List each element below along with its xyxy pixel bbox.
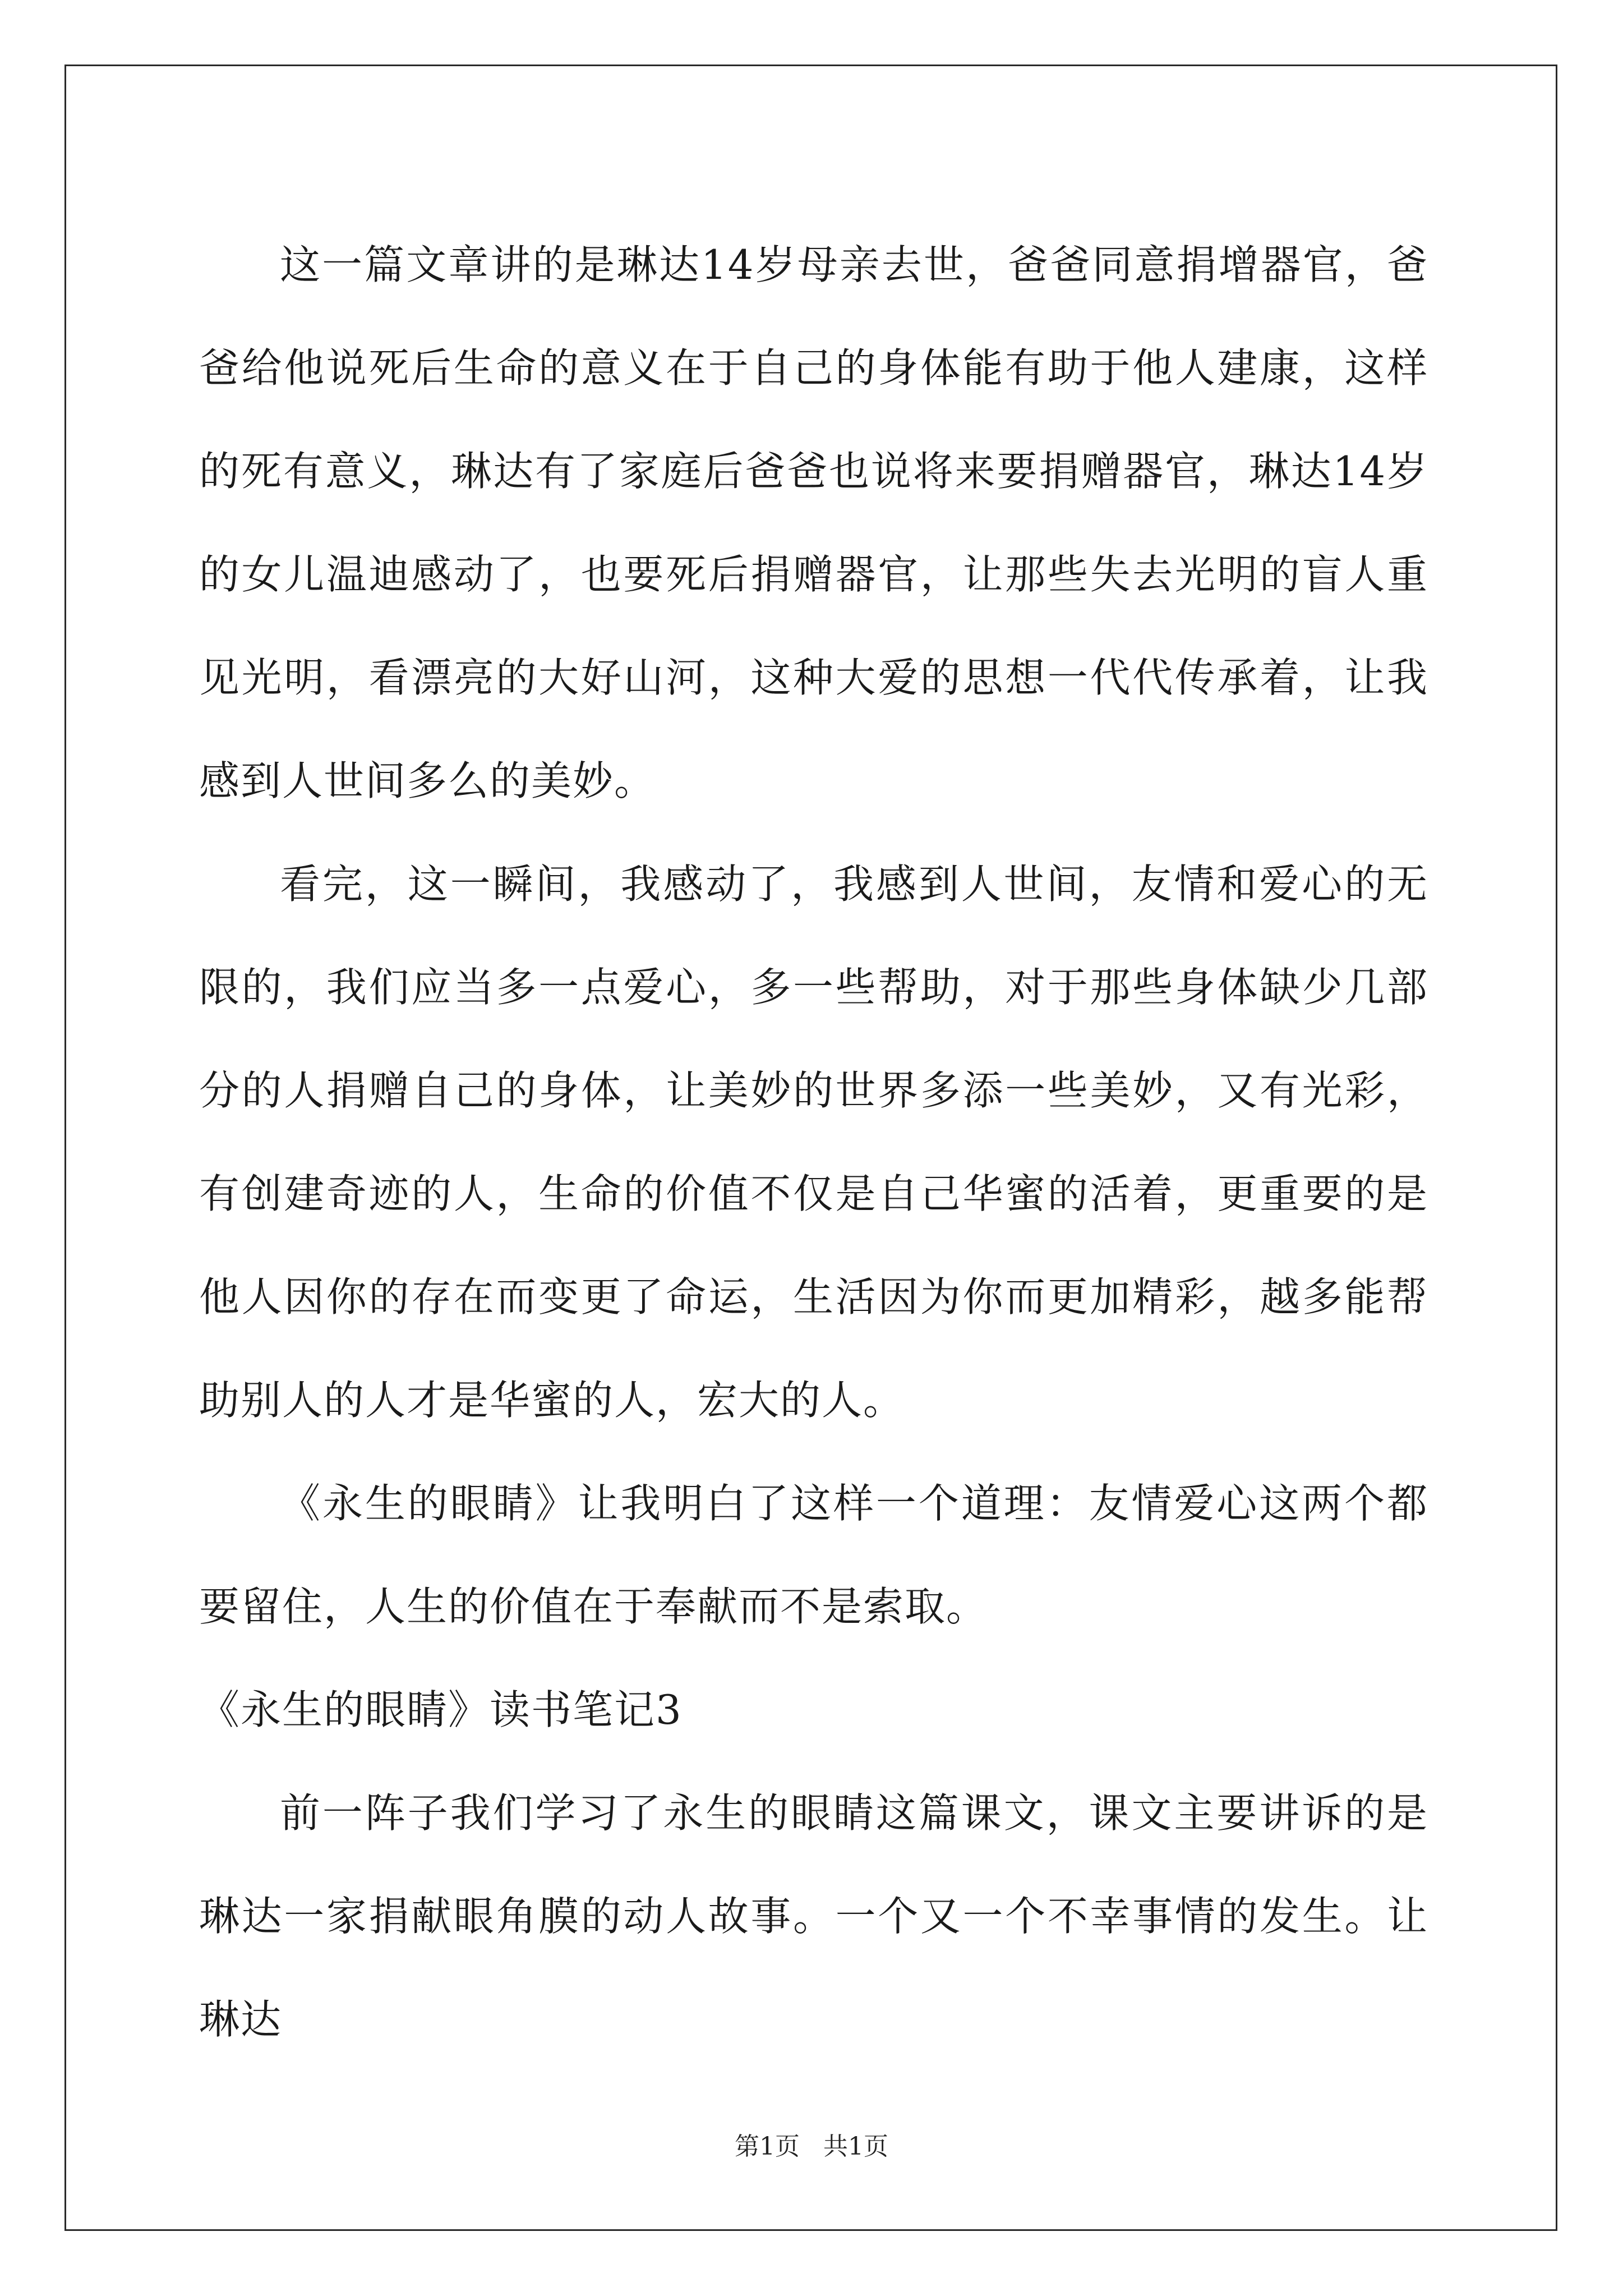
section-heading: 《永生的眼睛》读书笔记3 — [199, 1686, 683, 1733]
page-footer: 第1页 共1页 — [735, 2132, 888, 2161]
paragraph-3: 《永生的眼睛》让我明白了这样一个道理：友情爱心这两个都要留住，人生的价值在于奉献而不是索取。 — [199, 1480, 1428, 1630]
document-body — [199, 213, 1428, 2071]
paragraph-1: 这一篇文章讲的是琳达14岁母亲去世，爸爸同意捐增器官，爸爸给他说死后生命的意义在于自己的身体能有助于他人建康，这样的死有意义，琳达有了家庭后爸爸也说将来要捐赠器官，琳达14岁的女儿温迪感动了，也要死后捐赠器官，让那些失去光明的盲人重见光明，看漂亮的大好山河，这种大爱的思想一代代传承着，让我感到人世间多么的美妙。 — [199, 241, 1428, 804]
paragraph-4: 前一阵子我们学习了永生的眼睛这篇课文，课文主要讲诉的是琳达一家捐献眼角膜的动人故事。一个又一个不幸事情的发生。让琳达 — [199, 1789, 1428, 2043]
paragraph-2: 看完，这一瞬间，我感动了，我感到人世间，友情和爱心的无限的，我们应当多一点爱心，多一些帮助，对于那些身体缺少几部分的人捐赠自己的身体，让美妙的世界多添一些美妙，又有光彩，有创建奇迹的人，生命的价值不仅是自己华蜜的活着，更重要的是他人因你的存在而变更了命运，生活因为你而更加精彩，越多能帮助别人的人才是华蜜的人，宏大的人。 — [199, 861, 1428, 1424]
